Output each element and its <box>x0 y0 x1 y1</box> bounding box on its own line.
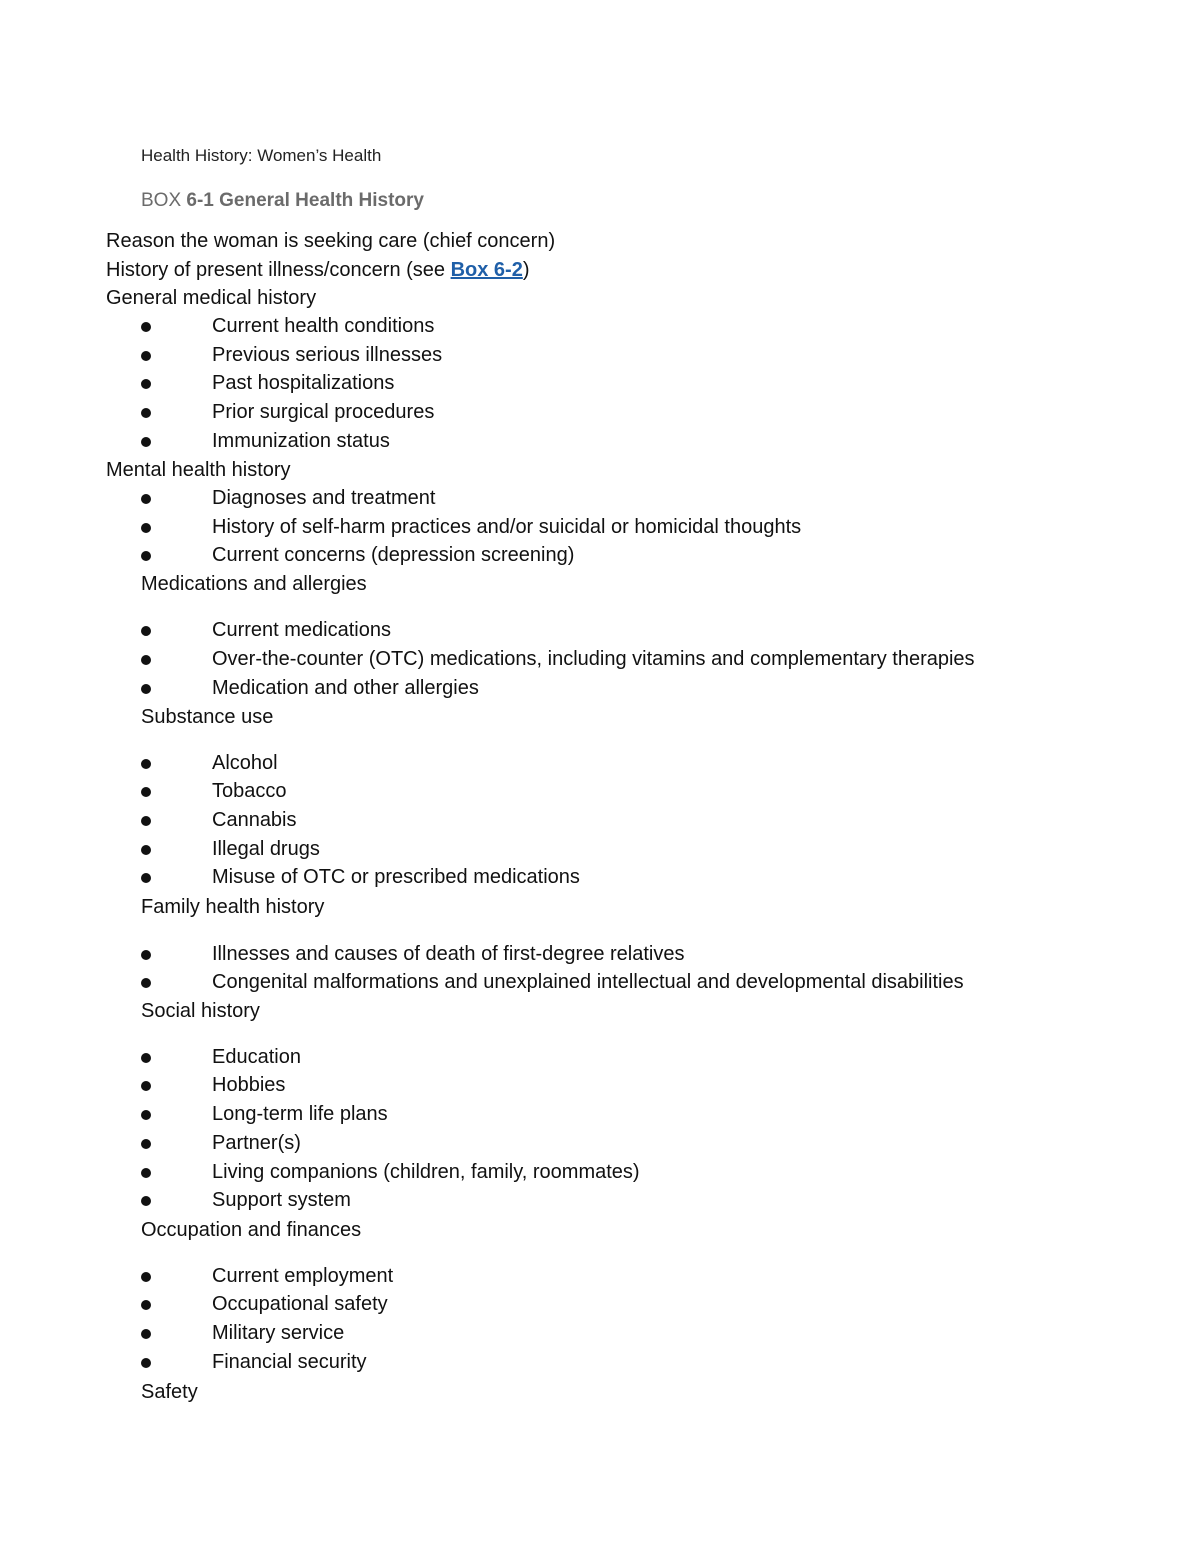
bullet-icon <box>141 1358 151 1368</box>
bullet-icon <box>141 1168 151 1178</box>
list-item: Living companions (children, family, roommates) <box>212 1161 640 1183</box>
bullet-icon <box>141 978 151 988</box>
bullet-icon <box>141 950 151 960</box>
bullet-icon <box>141 655 151 665</box>
list-item: Current health conditions <box>212 315 435 337</box>
bullet-icon <box>141 684 151 694</box>
bullet-icon <box>141 1196 151 1206</box>
list-item: Diagnoses and treatment <box>212 487 436 509</box>
bullet-icon <box>141 437 151 447</box>
list-item: Alcohol <box>212 752 278 774</box>
history-line <box>106 257 530 283</box>
history-prefix: History of present illness/concern (see <box>106 259 451 281</box>
bullet-icon <box>141 787 151 797</box>
list-item: Current concerns (depression screening) <box>212 544 575 566</box>
bullet-icon <box>141 1329 151 1339</box>
list-item: Partner(s) <box>212 1132 301 1154</box>
bullet-icon <box>141 494 151 504</box>
list-item: Current employment <box>212 1265 394 1287</box>
bullet-icon <box>141 379 151 389</box>
bullet-icon <box>141 1053 151 1063</box>
list-item: Long-term life plans <box>212 1103 388 1125</box>
bullet-icon <box>141 1081 151 1091</box>
section-heading: Occupation and finances <box>141 1219 362 1241</box>
section-heading: Substance use <box>141 706 274 728</box>
section-heading: Mental health history <box>106 459 291 481</box>
list-item: Hobbies <box>212 1074 286 1096</box>
list-item: Congenital malformations and unexplained intellectual and developmental disabilities <box>212 971 964 993</box>
bullet-icon <box>141 873 151 883</box>
list-item: Cannabis <box>212 809 297 831</box>
bullet-icon <box>141 351 151 361</box>
box-heading-prefix: BOX <box>141 190 182 211</box>
bullet-icon <box>141 523 151 533</box>
list-item: Prior surgical procedures <box>212 401 435 423</box>
list-item: Over-the-counter (OTC) medications, including vitamins and complementary therapies <box>212 648 975 670</box>
bullet-icon <box>141 1272 151 1282</box>
list-item: Immunization status <box>212 430 390 452</box>
bullet-icon <box>141 1139 151 1149</box>
list-item: Education <box>212 1046 301 1068</box>
bullet-icon <box>141 626 151 636</box>
list-item: Military service <box>212 1322 345 1344</box>
list-item: Support system <box>212 1189 351 1211</box>
bullet-icon <box>141 1300 151 1310</box>
bullet-icon <box>141 1110 151 1120</box>
list-item: Financial security <box>212 1351 367 1373</box>
list-item: Illnesses and causes of death of first-degree relatives <box>212 943 685 965</box>
list-item: Past hospitalizations <box>212 372 395 394</box>
list-item: Tobacco <box>212 780 287 802</box>
list-item: Occupational safety <box>212 1293 388 1315</box>
bullet-icon <box>141 816 151 826</box>
bullet-icon <box>141 759 151 769</box>
bullet-icon <box>141 845 151 855</box>
box-heading-title: 6-1 General Health History <box>186 190 424 211</box>
list-item: Illegal drugs <box>212 838 320 860</box>
bullet-icon <box>141 322 151 332</box>
reason-line: Reason the woman is seeking care (chief concern) <box>106 230 556 252</box>
list-item: Misuse of OTC or prescribed medications <box>212 866 580 888</box>
history-suffix: ) <box>522 259 530 281</box>
list-item: Medication and other allergies <box>212 677 479 699</box>
list-item: Current medications <box>212 619 391 641</box>
section-heading: Family health history <box>141 896 325 918</box>
section-heading: Medications and allergies <box>141 573 367 595</box>
bullet-icon <box>141 408 151 418</box>
section-heading: Social history <box>141 1000 260 1022</box>
bullet-icon <box>141 551 151 561</box>
section-heading: General medical history <box>106 287 317 309</box>
section-heading: Safety <box>141 1381 198 1403</box>
box-6-2-link[interactable]: Box 6-2 <box>450 259 523 281</box>
list-item: History of self-harm practices and/or suicidal or homicidal thoughts <box>212 516 802 538</box>
list-item: Previous serious illnesses <box>212 344 443 366</box>
box-heading <box>141 188 424 214</box>
document-title: Health History: Women’s Health <box>141 146 382 165</box>
